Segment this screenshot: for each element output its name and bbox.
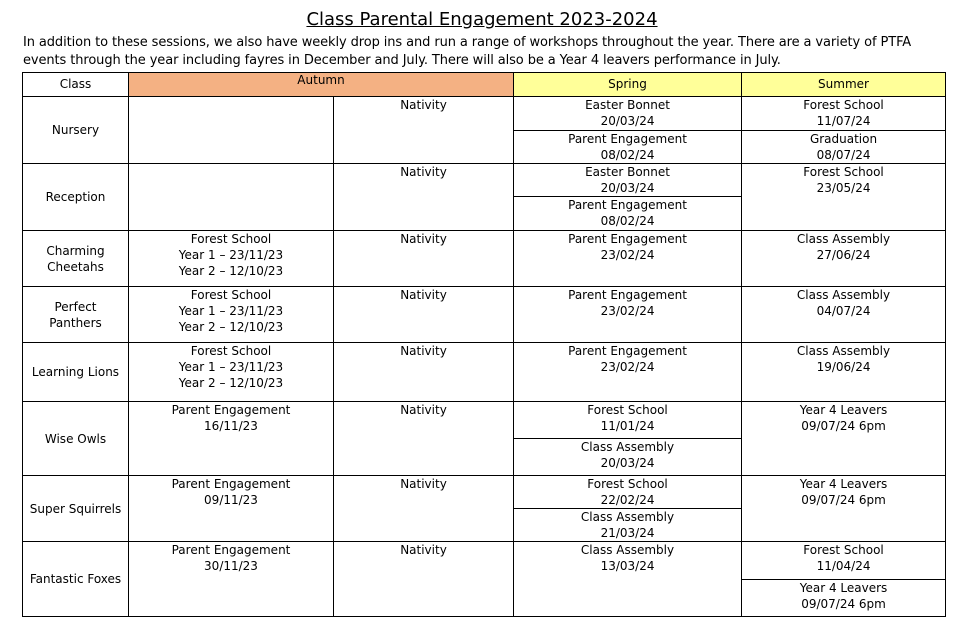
spring-cell: Class Assembly 20/03/24 (514, 439, 742, 476)
autumn-cell-1: Forest School Year 1 – 23/11/23 Year 2 – 12/10/23 (129, 343, 334, 402)
class-name: Reception (23, 164, 129, 231)
spring-cell: Forest School 11/01/24 (514, 402, 742, 439)
autumn-cell-1 (129, 97, 334, 164)
autumn-cell-2: Nativity (334, 476, 514, 542)
spring-cell: Parent Engagement 23/02/24 (514, 343, 742, 402)
header-autumn: Autumn (129, 73, 514, 97)
autumn-cell-2: Nativity (334, 343, 514, 402)
summer-cell: Forest School 11/07/24 (742, 97, 946, 131)
table-row (23, 97, 946, 131)
header-spring: Spring (514, 73, 742, 97)
summer-cell: Forest School 23/05/24 (742, 164, 946, 231)
spring-cell: Class Assembly 21/03/24 (514, 509, 742, 542)
autumn-cell-1: Parent Engagement 09/11/23 (129, 476, 334, 542)
table-row (23, 542, 946, 580)
summer-cell: Year 4 Leavers 09/07/24 6pm (742, 476, 946, 542)
class-name: Nursery (23, 97, 129, 164)
summer-cell: Forest School 11/04/24 (742, 542, 946, 580)
summer-cell: Class Assembly 27/06/24 (742, 231, 946, 287)
class-name: Super Squirrels (23, 476, 129, 542)
table-row (23, 164, 946, 197)
summer-cell: Year 4 Leavers 09/07/24 6pm (742, 580, 946, 617)
table-row (23, 476, 946, 509)
spring-cell: Parent Engagement 23/02/24 (514, 231, 742, 287)
spring-cell: Class Assembly 13/03/24 (514, 542, 742, 617)
table-row (23, 287, 946, 343)
header-class: Class (23, 73, 129, 97)
class-name: Learning Lions (23, 343, 129, 402)
spring-cell: Easter Bonnet 20/03/24 (514, 164, 742, 197)
class-name: Fantastic Foxes (23, 542, 129, 617)
autumn-cell-1: Parent Engagement 30/11/23 (129, 542, 334, 617)
engagement-table (22, 72, 946, 617)
spring-cell: Easter Bonnet 20/03/24 (514, 97, 742, 131)
intro-paragraph: In addition to these sessions, we also have weekly drop ins and run a range of workshops throughout the year. There are a variety of PTFA events through the year including fayres in December and July. There will also be a Year 4 leavers performance in July. (23, 35, 912, 68)
autumn-cell-2: Nativity (334, 164, 514, 231)
autumn-cell-1: Parent Engagement 16/11/23 (129, 402, 334, 476)
spring-cell: Parent Engagement 23/02/24 (514, 287, 742, 343)
spring-cell: Forest School 22/02/24 (514, 476, 742, 509)
header-summer: Summer (742, 73, 946, 97)
header-row (23, 73, 946, 97)
summer-cell: Graduation 08/07/24 (742, 131, 946, 164)
autumn-cell-2: Nativity (334, 287, 514, 343)
autumn-cell-1: Forest School Year 1 – 23/11/23 Year 2 – 12/10/23 (129, 287, 334, 343)
spring-cell: Parent Engagement 08/02/24 (514, 131, 742, 164)
summer-cell: Year 4 Leavers 09/07/24 6pm (742, 402, 946, 476)
class-name: Charming Cheetahs (23, 231, 129, 287)
class-name: Perfect Panthers (23, 287, 129, 343)
autumn-cell-2: Nativity (334, 542, 514, 617)
table-row (23, 343, 946, 402)
page-title: Class Parental Engagement 2023-2024 (306, 9, 658, 30)
autumn-cell-1: Forest School Year 1 – 23/11/23 Year 2 – 12/10/23 (129, 231, 334, 287)
summer-cell: Class Assembly 19/06/24 (742, 343, 946, 402)
autumn-cell-2: Nativity (334, 402, 514, 476)
spring-cell: Parent Engagement 08/02/24 (514, 197, 742, 231)
class-name: Wise Owls (23, 402, 129, 476)
table-row (23, 231, 946, 287)
autumn-cell-1 (129, 164, 334, 231)
autumn-cell-2: Nativity (334, 97, 514, 164)
autumn-cell-2: Nativity (334, 231, 514, 287)
summer-cell: Class Assembly 04/07/24 (742, 287, 946, 343)
table-row (23, 402, 946, 439)
